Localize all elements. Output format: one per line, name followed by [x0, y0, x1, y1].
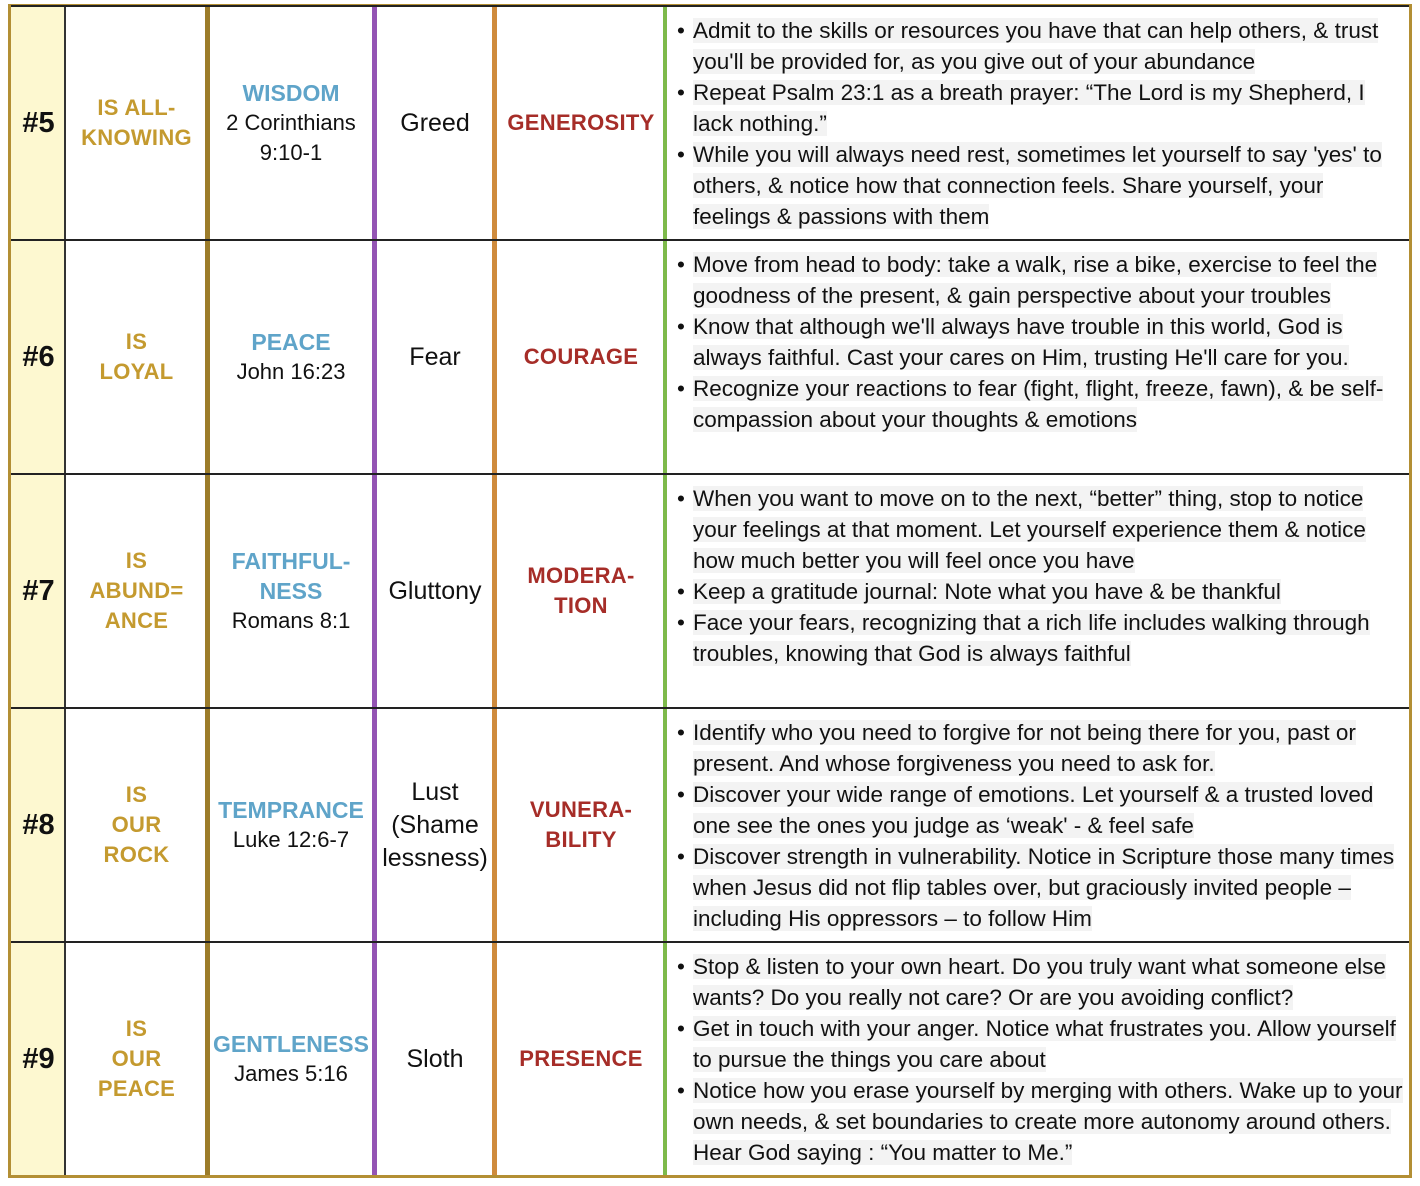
table-row: [11, 239, 1409, 473]
actions-cell: [667, 709, 1412, 941]
sin-name: Sloth: [406, 1044, 464, 1073]
virtue-cell: [207, 7, 375, 239]
column-divider: [663, 475, 667, 707]
column-divider: [64, 241, 66, 473]
virtue-name: TEMPRANCE: [218, 797, 364, 823]
action-list: [671, 249, 1406, 435]
virtue-name: NESS: [259, 578, 323, 604]
attribute-line: IS: [125, 329, 148, 354]
fruit-cell: [495, 709, 667, 941]
table-row: [11, 941, 1409, 1175]
sin-name: lessness): [382, 843, 488, 872]
action-item: • Stop & listen to your own heart. Do you truly want what someone else wants? Do you really not care? Or are you avoiding conflict?: [671, 951, 1406, 1013]
column-divider: [205, 475, 210, 707]
column-divider: [205, 709, 210, 941]
attribute-line: LOYAL: [99, 359, 174, 384]
actions-cell: [667, 7, 1412, 239]
action-item: • Recognize your reactions to fear (fight, flight, freeze, fawn), & be self-compassion about your thoughts & emotions: [671, 373, 1406, 435]
attribute-cell: [66, 943, 207, 1175]
sin-cell: [375, 943, 495, 1175]
attribute-line: OUR: [111, 1046, 162, 1071]
attribute-line: IS ALL-: [97, 95, 176, 120]
column-divider: [372, 709, 377, 941]
virtue-name: WISDOM: [242, 80, 340, 106]
virtue-cell: [207, 943, 375, 1175]
virtue-cell: [207, 241, 375, 473]
column-divider: [64, 943, 66, 1175]
sin-cell: [375, 709, 495, 941]
attribute-line: ABUND=: [89, 578, 184, 603]
attribute-line: ANCE: [104, 608, 169, 633]
action-list: [671, 717, 1406, 934]
fruit-cell: [495, 943, 667, 1175]
row-number-cell: [11, 7, 66, 239]
action-item: • Repeat Psalm 23:1 as a breath prayer: “The Lord is my Shepherd, I lack nothing.”: [671, 77, 1406, 139]
action-item: • Discover strength in vulnerability. Notice in Scripture those many times when Jesus did not flip tables over, but graciously invited people – including His oppressors – to follow Him: [671, 841, 1406, 934]
action-item: • Get in touch with your anger. Notice what frustrates you. Allow yourself to pursue the things you care about: [671, 1013, 1406, 1075]
fruit-name: GENEROSITY: [507, 110, 655, 135]
row-number: #6: [22, 340, 55, 373]
sin-name: Fear: [409, 342, 461, 371]
column-divider: [663, 241, 667, 473]
action-list: [671, 483, 1406, 669]
column-divider: [205, 943, 210, 1175]
row-number-cell: [11, 475, 66, 707]
action-item: • Move from head to body: take a walk, rise a bike, exercise to feel the goodness of the present, & gain perspective about your troubles: [671, 249, 1406, 311]
action-item: • Face your fears, recognizing that a rich life includes walking through troubles, knowing that God is always faithful: [671, 607, 1406, 669]
attribute-line: IS: [125, 1016, 148, 1041]
row-number-cell: [11, 709, 66, 941]
column-divider: [64, 709, 66, 941]
attribute-cell: [66, 241, 207, 473]
column-divider: [663, 709, 667, 941]
column-divider: [372, 943, 377, 1175]
fruit-name: BILITY: [545, 827, 617, 852]
actions-cell: [667, 943, 1412, 1175]
attribute-line: IS: [125, 782, 148, 807]
action-item: • When you want to move on to the next, “better” thing, stop to notice your feelings at that moment. Let yourself experience them & notice how much better you will feel once you have: [671, 483, 1406, 576]
action-list: [671, 15, 1406, 232]
sin-name: Gluttony: [388, 576, 482, 605]
virtue-name: GENTLENESS: [213, 1031, 369, 1057]
row-number: #8: [22, 808, 55, 841]
attribute-line: OUR: [111, 812, 162, 837]
table-row: [11, 473, 1409, 707]
sin-cell: [375, 241, 495, 473]
action-item: • Identify who you need to forgive for not being there for you, past or present. And whose forgiveness you need to ask for.: [671, 717, 1406, 779]
fruit-cell: [495, 475, 667, 707]
scripture-reference: Romans 8:1: [231, 608, 351, 633]
action-list: [671, 951, 1406, 1168]
fruit-name: COURAGE: [523, 344, 639, 369]
column-divider: [663, 943, 667, 1175]
virtues-table: [8, 4, 1412, 1178]
sin-cell: [375, 475, 495, 707]
row-number-cell: [11, 943, 66, 1175]
fruit-cell: [495, 241, 667, 473]
scripture-reference: John 16:23: [236, 359, 346, 384]
actions-cell: [667, 241, 1412, 473]
scripture-reference: Luke 12:6-7: [232, 827, 350, 852]
scripture-reference: James 5:16: [234, 1061, 348, 1086]
column-divider: [372, 241, 377, 473]
column-divider: [64, 7, 66, 239]
row-number: #7: [22, 574, 55, 607]
scripture-reference: 2 Corinthians: [226, 110, 356, 135]
action-item: • Discover your wide range of emotions. Let yourself & a trusted loved one see the ones you judge as ‘weak' - & feel safe: [671, 779, 1406, 841]
sin-name: (Shame: [391, 810, 479, 839]
column-divider: [372, 7, 377, 239]
action-item: • Know that although we'll always have trouble in this world, God is always faithful. Cast your cares on Him, trusting He'll care for you.: [671, 311, 1406, 373]
row-number: #5: [22, 106, 55, 139]
sin-cell: [375, 7, 495, 239]
virtue-cell: [207, 475, 375, 707]
column-divider: [64, 475, 66, 707]
action-item: • Keep a gratitude journal: Note what you have & be thankful: [671, 576, 1406, 607]
attribute-line: KNOWING: [81, 125, 192, 150]
column-divider: [205, 241, 210, 473]
virtue-name: FAITHFUL-: [231, 548, 351, 574]
action-item: • While you will always need rest, sometimes let yourself to say 'yes' to others, & notice how that connection feels. Share yourself, your feelings & passions with them: [671, 139, 1406, 232]
fruit-name: VUNERA-: [529, 797, 633, 822]
sin-name: Greed: [400, 108, 470, 137]
column-divider: [372, 475, 377, 707]
actions-cell: [667, 475, 1412, 707]
scripture-reference: 9:10-1: [259, 140, 323, 165]
attribute-line: PEACE: [97, 1076, 176, 1101]
fruit-name: MODERA-: [527, 563, 635, 588]
column-divider: [492, 709, 497, 941]
virtue-name: PEACE: [251, 329, 331, 355]
column-divider: [492, 7, 497, 239]
row-number: #9: [22, 1042, 55, 1075]
fruit-name: PRESENCE: [519, 1046, 643, 1071]
attribute-cell: [66, 709, 207, 941]
attribute-line: IS: [125, 548, 148, 573]
table-row: [11, 707, 1409, 941]
column-divider: [492, 241, 497, 473]
table-row: [11, 5, 1409, 239]
fruit-cell: [495, 7, 667, 239]
action-item: • Admit to the skills or resources you have that can help others, & trust you'll be provided for, as you give out of your abundance: [671, 15, 1406, 77]
column-divider: [492, 475, 497, 707]
column-divider: [492, 943, 497, 1175]
column-divider: [663, 7, 667, 239]
fruit-name: TION: [554, 593, 608, 618]
sin-name: Lust: [411, 777, 459, 806]
virtue-cell: [207, 709, 375, 941]
row-number-cell: [11, 241, 66, 473]
column-divider: [205, 7, 210, 239]
attribute-cell: [66, 7, 207, 239]
action-item: • Notice how you erase yourself by merging with others. Wake up to your own needs, & set boundaries to create more autonomy around others. Hear God saying : “You matter to Me.”: [671, 1075, 1406, 1168]
attribute-line: ROCK: [103, 842, 170, 867]
attribute-cell: [66, 475, 207, 707]
